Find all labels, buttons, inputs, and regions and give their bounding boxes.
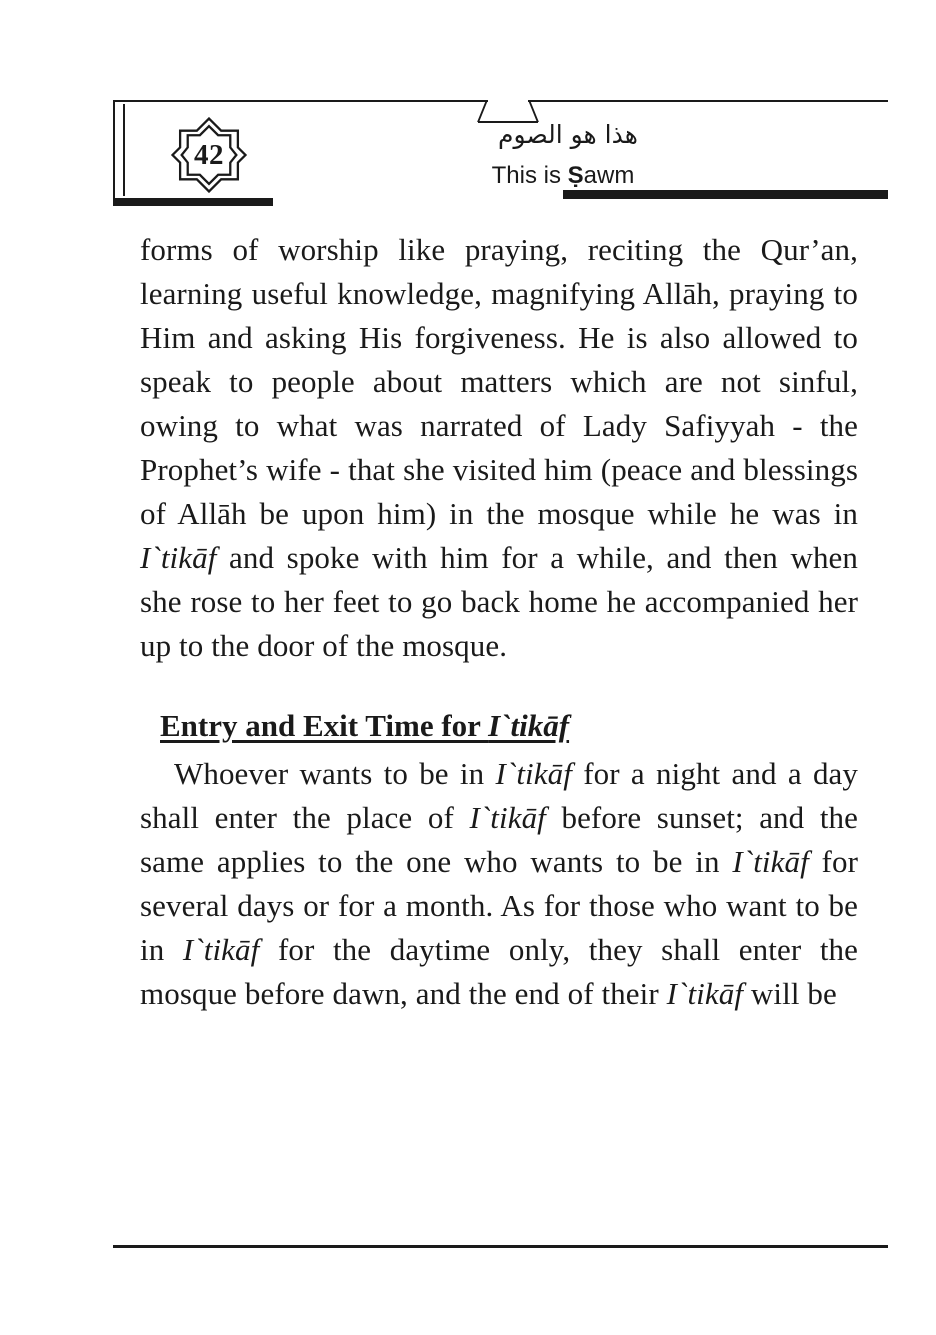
section-heading bbox=[140, 706, 858, 746]
body-paragraph-1: forms of worship like praying, reciting the Qur’an, learning useful knowledge, magnifying Allāh, praying to Him and asking His forgiveness. He is also allowed to speak to people about matters which are not sinful, owing to what was narrated of Lady Safiyyah - the Prophet’s wife - that she visited him (peace and blessings of Allāh be upon him) in the mosque while he was in I`tikāf and spoke with him for a while, and then when she rose to her feet to go back home he accompanied her up to the door of the mosque. bbox=[140, 232, 858, 663]
header-english-title bbox=[363, 162, 763, 190]
header-bottom-rule-left bbox=[113, 198, 273, 206]
header-notch-right-edge bbox=[528, 100, 539, 122]
term-itikaf: I`tikāf bbox=[140, 540, 217, 575]
header-bottom-rule-right bbox=[563, 190, 888, 199]
page-header bbox=[113, 100, 888, 212]
section-heading-term: I`tikāf bbox=[488, 708, 570, 743]
term-itikaf: I`tikāf bbox=[666, 976, 744, 1011]
term-itikaf: I`tikāf bbox=[732, 844, 809, 879]
section-heading-text: Entry and Exit Time for bbox=[160, 708, 489, 743]
footer-rule bbox=[113, 1245, 888, 1248]
header-left-rule-inner bbox=[123, 104, 125, 196]
header-notch-left-edge bbox=[477, 100, 488, 122]
page-number: 42 bbox=[194, 138, 224, 171]
term-itikaf: I`tikāf bbox=[469, 800, 546, 835]
header-english-title-emph: Ṣ bbox=[567, 162, 584, 189]
header-arabic-title: هذا هو الصوم bbox=[498, 120, 638, 149]
term-itikaf: I`tikāf bbox=[182, 932, 260, 967]
header-top-rule-right bbox=[528, 100, 888, 102]
term-itikaf: I`tikāf bbox=[495, 756, 572, 791]
header-english-title-post: awm bbox=[583, 162, 635, 189]
header-left-rule-outer bbox=[113, 100, 115, 200]
header-top-rule-left bbox=[113, 100, 488, 102]
page-body bbox=[140, 228, 858, 1016]
header-english-title-pre: This is bbox=[491, 162, 568, 189]
body-paragraph-2: Whoever wants to be in I`tikāf for a night and a day shall enter the place of I`tikāf before sunset; and the same applies to the one who wants to be in I`tikāf for several days or for a month. As for those who want to be in I`tikāf for the daytime only, they shall enter the mosque before dawn, and the end of their I`tikāf will be bbox=[140, 756, 859, 1011]
